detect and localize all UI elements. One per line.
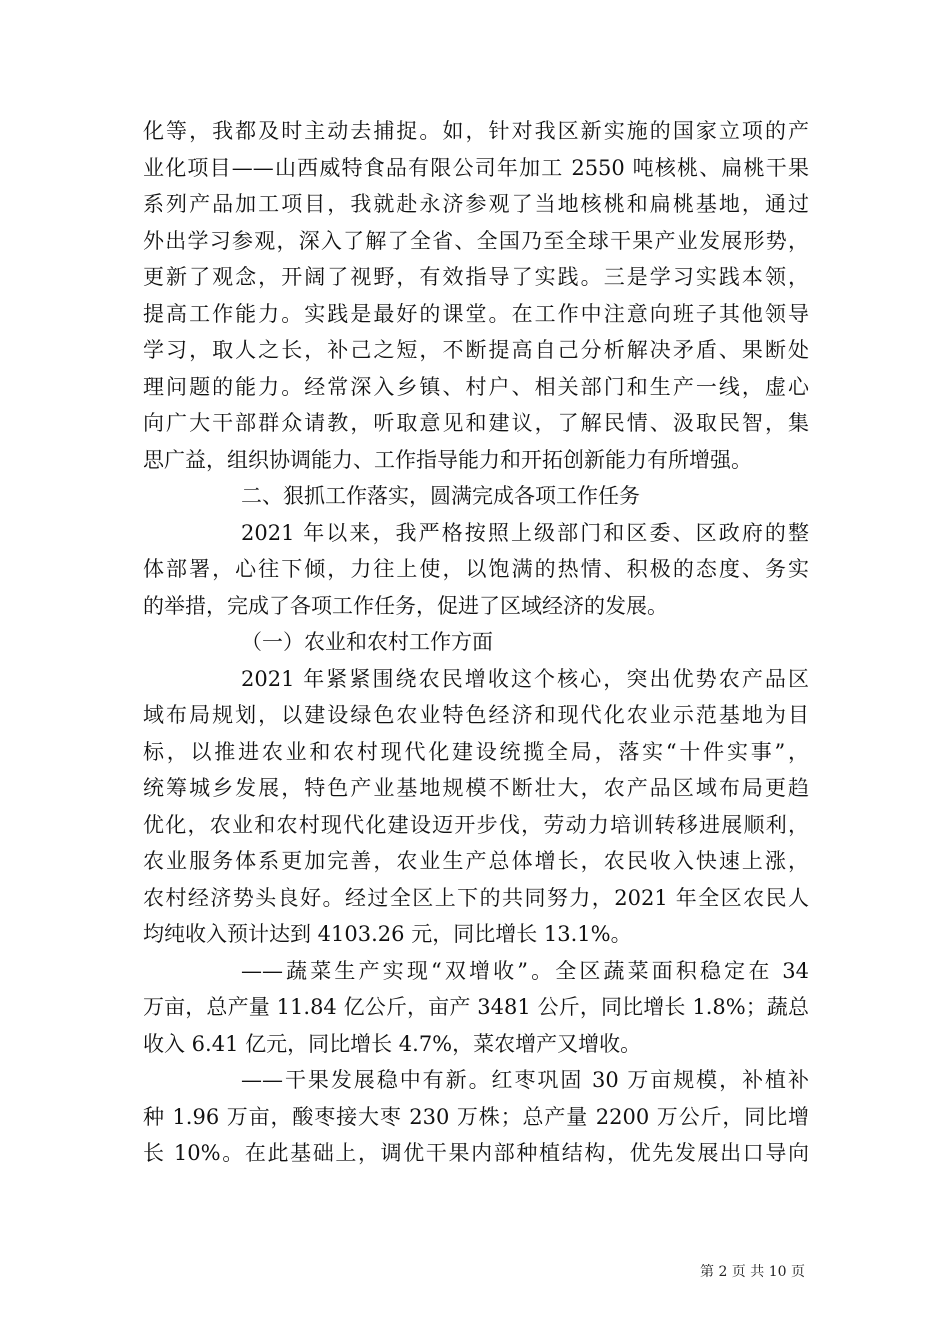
text-line: 标，以推进农业和农村现代化建设统揽全局，落实“十件实事”， — [143, 739, 809, 764]
text-line: 域布局规划，以建设绿色农业特色经济和现代化农业示范基地为目 — [143, 703, 809, 727]
text-line: 统筹城乡发展，特色产业基地规模不断壮大，农产品区域布局更趋 — [143, 776, 809, 800]
text-line: 收入 6.41 亿元，同比增长 4.7%，菜农增产又增收。 — [143, 1031, 642, 1056]
paragraph-first-line: ——干果发展稳中有新。红枣巩固 30 万亩规模，补植补 — [241, 1068, 809, 1092]
text-line: 农村经济势头良好。经过全区上下的共同努力，2021 年全区农民人 — [143, 885, 809, 910]
text-line: 理问题的能力。经常深入乡镇、村户、相关部门和生产一线，虚心 — [143, 374, 809, 399]
paragraph-first-line: 2021 年紧紧围绕农民增收这个核心，突出优势农产品区 — [241, 666, 809, 691]
text-line: 更新了观念，开阔了视野，有效指导了实践。三是学习实践本领， — [143, 265, 809, 289]
subsection-heading: （一）农业和农村工作方面 — [241, 630, 493, 654]
text-line: 均纯收入预计达到 4103.26 元，同比增长 13.1%。 — [143, 922, 632, 946]
page-number: 第 2 页 共 10 页 — [700, 1264, 805, 1280]
text-line: 学习，取人之长，补己之短，不断提高自己分析解决矛盾、果断处 — [143, 338, 809, 362]
text-line: 化等，我都及时主动去捕捉。如，针对我区新实施的国家立项的产 — [143, 119, 809, 143]
text-line: 业化项目——山西威特食品有限公司年加工 2550 吨核桃、扁桃干果 — [143, 155, 809, 180]
text-line: 提高工作能力。实践是最好的课堂。在工作中注意向班子其他领导 — [143, 301, 809, 326]
text-line: 种 1.96 万亩，酸枣接大枣 230 万株；总产量 2200 万公斤，同比增 — [143, 1104, 809, 1129]
text-line: 系列产品加工项目，我就赴永济参观了当地核桃和扁桃基地，通过 — [143, 192, 809, 216]
text-line: 体部署，心往下倾，力往上使，以饱满的热情、积极的态度、务实 — [143, 557, 809, 581]
document-body — [143, 113, 809, 1172]
text-line: 的举措，完成了各项工作任务，促进了区域经济的发展。 — [143, 593, 668, 618]
paragraph-first-line: 2021 年以来，我严格按照上级部门和区委、区政府的整 — [241, 520, 809, 545]
section-heading: 二、狠抓工作落实，圆满完成各项工作任务 — [241, 484, 640, 508]
text-line: 万亩，总产量 11.84 亿公斤，亩产 3481 公斤，同比增长 1.8%；蔬总 — [143, 995, 809, 1019]
text-line: 外出学习参观，深入了解了全省、全国乃至全球干果产业发展形势， — [143, 228, 809, 253]
text-line: 优化，农业和农村现代化建设迈开步伐，劳动力培训转移进展顺利， — [143, 812, 809, 837]
text-line: 向广大干部群众请教，听取意见和建议，了解民情、汲取民智，集 — [143, 411, 809, 435]
text-line: 思广益，组织协调能力、工作指导能力和开拓创新能力有所增强。 — [143, 447, 752, 472]
text-line: 长 10%。在此基础上，调优干果内部种植结构，优先发展出口导向 — [143, 1141, 809, 1165]
paragraph-first-line: ——蔬菜生产实现“双增收”。全区蔬菜面积稳定在 34 — [241, 958, 809, 983]
text-line: 农业服务体系更加完善，农业生产总体增长，农民收入快速上涨， — [143, 849, 809, 873]
